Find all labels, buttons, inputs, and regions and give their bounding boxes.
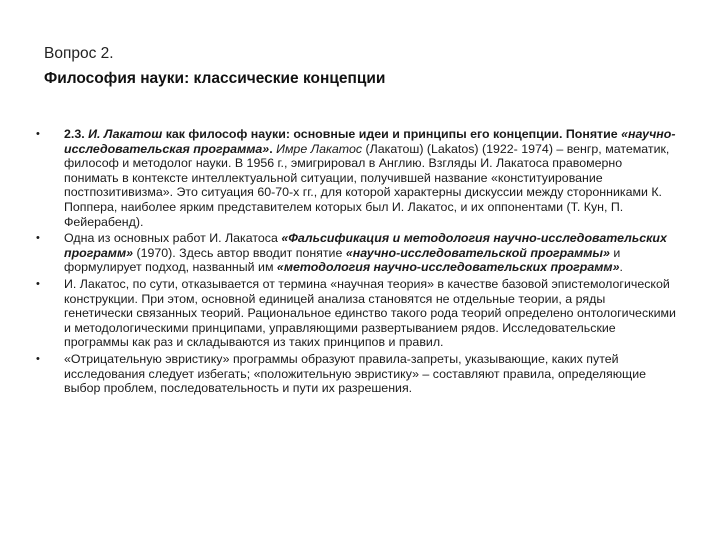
bullet-marker: • (36, 277, 40, 290)
bullet-item (36, 352, 676, 396)
text-run: как философ науки: основные идеи и принципы его концепции. Понятие (162, 127, 622, 141)
bullet-text (64, 277, 676, 349)
bullet-item (36, 277, 676, 350)
slide-title: Философия науки: классические концепции (44, 70, 386, 87)
bullet-text (64, 231, 667, 274)
bullet-list (36, 127, 676, 396)
text-run: «методология научно-исследовательских программ» (276, 260, 620, 275)
text-run: и формулирует подход, названный им (64, 245, 621, 275)
text-run: (1970). Здесь автор вводит понятие (133, 245, 346, 260)
text-run: «научно-исследовательская программа» (64, 127, 676, 156)
text-run: «Фальсификация и методология научно-исследовательских программ» (64, 231, 667, 260)
question-number: Вопрос 2. (44, 45, 114, 62)
bullet-marker: • (36, 352, 40, 365)
bullet-marker: • (36, 232, 40, 245)
text-run: . (269, 141, 277, 156)
bullet-item (36, 231, 676, 275)
text-run: 2.3. (64, 127, 89, 141)
text-run: «Отрицательную эвристику» программы образуют правила-запреты, указывающие, каких путей исследования следует избегать; «положительную эвристику» – составляют правила, определяющие выбор проблем, последовательность и пути их разрешения. (64, 351, 647, 396)
text-run: «научно-исследовательской программы» (345, 245, 610, 260)
slide-heading (44, 44, 684, 89)
text-run: И. Лакатос, по сути, отказывается от термина «научная теория» в качестве базовой эпистемологической конструкции. При этом, основной единицей анализа становятся не отдельные теории, а ряды генетически связанных теорий. Рациональное единство такого рода теорий определено онтологическими и методологическими принципами, управляющими развертыванием рядов. Исследовательские программы как раз и складываются из таких принципов и правил. (64, 276, 676, 350)
bullet-text (64, 127, 675, 229)
bullet-marker: • (36, 128, 40, 140)
text-run: . (619, 260, 623, 275)
text-run: И. Лакатош (88, 127, 163, 141)
text-run: Имре Лакатос (276, 141, 363, 156)
bullet-item (36, 127, 676, 229)
text-run: Одна из основных работ И. Лакатоса (64, 231, 282, 246)
bullet-text (64, 352, 646, 395)
text-run: (Лакатош) (Lakatos) (1922- 1974) – венгр, математик, философ и методолог науки. В 1956 г., эмигрировал в Англию. Взгляды И. Лакатоса правомерно понимать в контексте интеллектуальной ситуации, получившей название «конституирование постпозитивизма». Это ситуация 60-70-х гг., для которой характерны дискуссии между сторонниками К. Поппера, наиболее ярким представителем которых был И. Лакатос, и их оппонентами (Т. Кун, П. Фейерабенд). (64, 141, 670, 229)
